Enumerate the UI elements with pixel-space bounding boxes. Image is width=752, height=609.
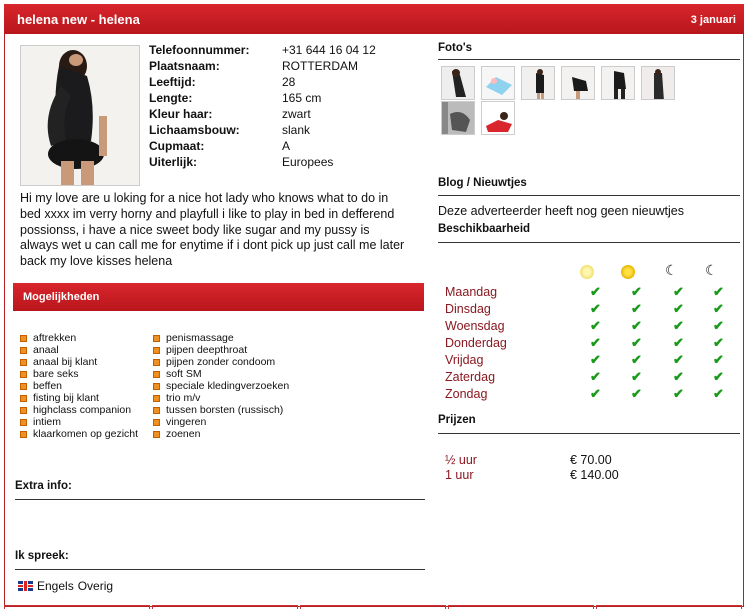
divider bbox=[15, 569, 425, 570]
profile-value: ROTTERDAM bbox=[282, 59, 358, 73]
option-item: aftrekken bbox=[20, 332, 138, 344]
check-icon: ✔ bbox=[631, 318, 642, 333]
check-icon: ✔ bbox=[713, 301, 724, 316]
profile-value: 165 cm bbox=[282, 91, 322, 105]
check-icon: ✔ bbox=[631, 352, 642, 367]
check-icon: ✔ bbox=[713, 284, 724, 299]
language-item: Engels bbox=[37, 579, 74, 593]
day-label: Dinsdag bbox=[445, 302, 491, 316]
main-photo[interactable] bbox=[20, 45, 140, 186]
bottom-tab[interactable] bbox=[152, 605, 298, 609]
profile-value: slank bbox=[282, 123, 311, 137]
option-item: speciale kledingverzoeken bbox=[153, 380, 289, 392]
profile-value: Europees bbox=[282, 155, 334, 169]
option-item: highclass companion bbox=[20, 404, 138, 416]
bullet-icon bbox=[20, 395, 27, 402]
option-item: tussen borsten (russisch) bbox=[153, 404, 289, 416]
price-row: ½ uur € 70.00 bbox=[445, 453, 612, 467]
bullet-icon bbox=[153, 347, 160, 354]
photo-thumbnail[interactable] bbox=[601, 66, 635, 100]
option-item: bare seks bbox=[20, 368, 138, 380]
profile-value: A bbox=[282, 139, 291, 153]
option-item: klaarkomen op gezicht bbox=[20, 428, 138, 440]
profile-label: Telefoonnummer: bbox=[149, 43, 250, 57]
bullet-icon bbox=[20, 419, 27, 426]
check-icon: ✔ bbox=[590, 386, 601, 401]
divider bbox=[15, 499, 425, 500]
language-item: Overig bbox=[77, 579, 114, 593]
check-icon: ✔ bbox=[713, 318, 724, 333]
check-icon: ✔ bbox=[631, 369, 642, 384]
check-icon: ✔ bbox=[673, 301, 684, 316]
bottom-tab[interactable] bbox=[596, 605, 742, 609]
option-item: anaal bij klant bbox=[20, 356, 138, 368]
check-icon: ✔ bbox=[673, 386, 684, 401]
profile-title: helena new - helena bbox=[17, 12, 140, 27]
bullet-icon bbox=[20, 371, 27, 378]
check-icon: ✔ bbox=[590, 318, 601, 333]
profile-label: Plaatsnaam: bbox=[149, 59, 220, 73]
bullet-icon bbox=[20, 383, 27, 390]
night-moon-icon: ☾ bbox=[705, 262, 718, 278]
blog-title: Blog / Nieuwtjes bbox=[438, 177, 527, 189]
photo-thumbnail[interactable] bbox=[441, 66, 475, 100]
check-icon: ✔ bbox=[631, 335, 642, 350]
option-item: pijpen deepthroat bbox=[153, 344, 289, 356]
check-icon: ✔ bbox=[673, 369, 684, 384]
extra-info-title: Extra info: bbox=[15, 480, 72, 492]
profile-label: Uiterlijk: bbox=[149, 155, 198, 169]
check-icon: ✔ bbox=[673, 318, 684, 333]
option-item: fisting bij klant bbox=[20, 392, 138, 404]
photo-thumbnail[interactable] bbox=[441, 101, 475, 135]
options-list-left bbox=[20, 332, 138, 440]
phone-value[interactable]: +31 644 16 04 12 bbox=[282, 43, 376, 57]
photo-thumbnail[interactable] bbox=[561, 66, 595, 100]
profile-details bbox=[149, 42, 376, 170]
check-icon: ✔ bbox=[631, 284, 642, 299]
day-label: Woensdag bbox=[445, 319, 505, 333]
option-item: pijpen zonder condoom bbox=[153, 356, 289, 368]
bottom-tab[interactable] bbox=[4, 605, 150, 609]
divider bbox=[438, 59, 740, 60]
afternoon-sun-icon bbox=[621, 265, 635, 279]
option-item: anaal bbox=[20, 344, 138, 356]
photos-title: Foto's bbox=[438, 42, 473, 54]
divider bbox=[438, 242, 740, 243]
bullet-icon bbox=[20, 335, 27, 342]
check-icon: ✔ bbox=[673, 335, 684, 350]
evening-moon-icon: ☾ bbox=[665, 262, 678, 278]
check-icon: ✔ bbox=[631, 301, 642, 316]
bullet-icon bbox=[20, 431, 27, 438]
option-item: beffen bbox=[20, 380, 138, 392]
uk-flag-icon bbox=[18, 581, 33, 591]
profile-label: Lichaamsbouw: bbox=[149, 123, 240, 137]
bullet-icon bbox=[153, 383, 160, 390]
check-icon: ✔ bbox=[713, 386, 724, 401]
bullet-icon bbox=[153, 359, 160, 366]
check-icon: ✔ bbox=[713, 335, 724, 350]
photo-thumbnail[interactable] bbox=[481, 101, 515, 135]
blog-text: Deze adverteerder heeft nog geen nieuwtjes bbox=[438, 204, 684, 218]
options-list-right bbox=[153, 332, 289, 440]
day-label: Vrijdag bbox=[445, 353, 484, 367]
options-header: Mogelijkheden bbox=[13, 283, 424, 311]
profile-value: 28 bbox=[282, 75, 296, 89]
morning-sun-icon bbox=[580, 265, 594, 279]
check-icon: ✔ bbox=[713, 352, 724, 367]
check-icon: ✔ bbox=[590, 352, 601, 367]
option-item: penismassage bbox=[153, 332, 289, 344]
check-icon: ✔ bbox=[590, 284, 601, 299]
check-icon: ✔ bbox=[590, 301, 601, 316]
title-bar bbox=[4, 4, 744, 34]
photo-thumbnail[interactable] bbox=[521, 66, 555, 100]
option-item: vingeren bbox=[153, 416, 289, 428]
divider bbox=[438, 195, 740, 196]
photo-thumbnail[interactable] bbox=[481, 66, 515, 100]
option-item: intiem bbox=[20, 416, 138, 428]
option-item: soft SM bbox=[153, 368, 289, 380]
check-icon: ✔ bbox=[590, 335, 601, 350]
bullet-icon bbox=[153, 395, 160, 402]
day-label: Maandag bbox=[445, 285, 498, 299]
bullet-icon bbox=[20, 359, 27, 366]
check-icon: ✔ bbox=[673, 352, 684, 367]
profile-value: zwart bbox=[282, 107, 311, 121]
bullet-icon bbox=[153, 407, 160, 414]
check-icon: ✔ bbox=[713, 369, 724, 384]
divider bbox=[438, 433, 740, 434]
check-icon: ✔ bbox=[631, 386, 642, 401]
option-item: zoenen bbox=[153, 428, 289, 440]
day-label: Donderdag bbox=[445, 336, 507, 350]
intro-text: Hi my love are u loking for a nice hot lady who knows what to do in bed xxxx im verry horny and playfull i like to play in bed in defferend possionss, i have a nice sweet body like sugar and my pussy is always wet u can call me for enytime if i dont pick up just call me later back my love kisses helena bbox=[20, 191, 405, 269]
bottom-tab[interactable] bbox=[448, 605, 594, 609]
prices-title: Prijzen bbox=[438, 414, 476, 426]
check-icon: ✔ bbox=[673, 284, 684, 299]
bullet-icon bbox=[153, 431, 160, 438]
speaks-title: Ik spreek: bbox=[15, 550, 69, 562]
bullet-icon bbox=[153, 419, 160, 426]
languages bbox=[18, 579, 113, 593]
check-icon: ✔ bbox=[590, 369, 601, 384]
price-list bbox=[445, 453, 619, 483]
photo-thumbnail[interactable] bbox=[641, 66, 675, 100]
bottom-tabs bbox=[4, 605, 744, 609]
price-row: 1 uur € 140.00 bbox=[445, 468, 619, 482]
profile-label: Lengte: bbox=[149, 91, 193, 105]
bullet-icon bbox=[153, 371, 160, 378]
option-item: trio m/v bbox=[153, 392, 289, 404]
profile-label: Leeftijd: bbox=[149, 75, 196, 89]
bullet-icon bbox=[20, 347, 27, 354]
day-label: Zaterdag bbox=[445, 370, 496, 384]
availability-title: Beschikbaarheid bbox=[438, 223, 531, 235]
bullet-icon bbox=[153, 335, 160, 342]
bullet-icon bbox=[20, 407, 27, 414]
bottom-tab[interactable] bbox=[300, 605, 446, 609]
profile-label: Kleur haar: bbox=[149, 107, 213, 121]
profile-label: Cupmaat: bbox=[149, 139, 205, 153]
day-label: Zondag bbox=[445, 387, 488, 401]
profile-date: 3 januari bbox=[690, 14, 736, 26]
